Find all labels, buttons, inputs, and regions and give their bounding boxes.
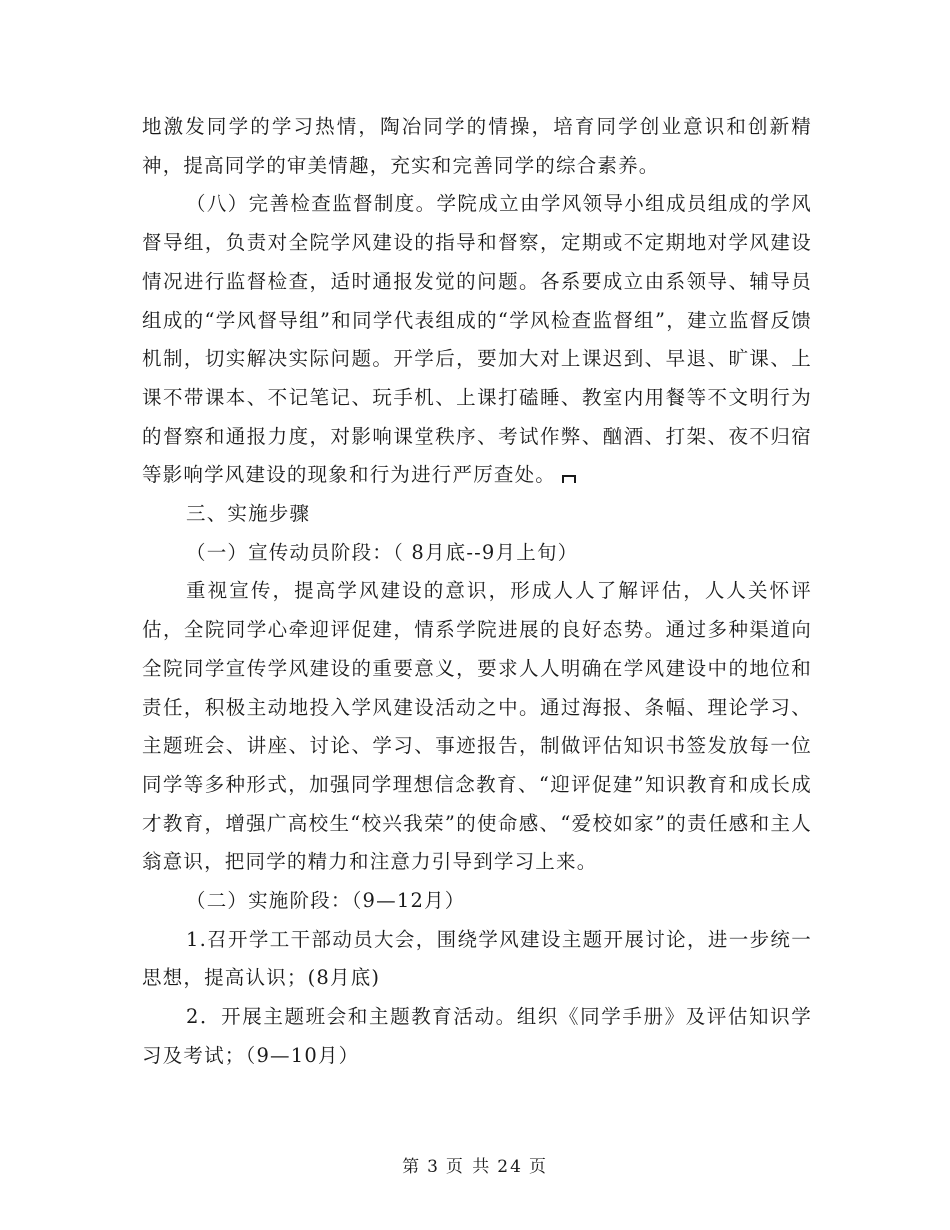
list-item-2: 2．开展主题班会和主题教育活动。组织《同学手册》及评估知识学习及考试；（9—10月） bbox=[142, 1005, 812, 1067]
paragraph-continuation: 地激发同学的学习热情，陶冶同学的情操，培育同学创业意识和创新精神，提高同学的审美情趣，充实和完善同学的综合素养。 bbox=[142, 115, 812, 177]
footer-prefix: 第 bbox=[402, 1157, 422, 1177]
footer-middle: 页 共 bbox=[445, 1157, 492, 1177]
footer-total-pages: 24 bbox=[497, 1157, 523, 1177]
page-footer bbox=[0, 1152, 950, 1177]
footer-page-number: 3 bbox=[427, 1157, 440, 1177]
paragraph-supervision bbox=[142, 185, 812, 495]
paragraph-mark-icon bbox=[562, 475, 576, 483]
subheading-implementation-stage: （二）实施阶段：（9—12月） bbox=[186, 889, 466, 913]
list-item-1: 1.召开学工干部动员大会，围绕学风建设主题开展讨论，进一步统一思想，提高认识；(8月底) bbox=[142, 927, 812, 990]
section-heading-steps: 三、实施步骤 bbox=[186, 502, 311, 526]
paragraph-publicity: 重视宣传，提高学风建设的意识，形成人人了解评估，人人关怀评估，全院同学心牵迎评促建，情系学院进展的良好态势。通过多种渠道向全院同学宣传学风建设的重要意义，要求人人明确在学风建设中的地位和责任，积极主动地投入学风建设活动之中。通过海报、条幅、理论学习、主题班会、讲座、讨论、学习、事迹报告，制做评估知识书签发放每一位同学等多种形式，加强同学理想信念教育、“迎评促建”知识教育和成长成才教育，增强广高校生“校兴我荣”的使命感、“爱校如家”的责任感和主人翁意识，把同学的精力和注意力引导到学习上来。 bbox=[142, 579, 812, 874]
subheading-publicity-stage: （一）宣传动员阶段：（ 8月底--9月上旬） bbox=[186, 540, 579, 564]
footer-suffix: 页 bbox=[528, 1157, 548, 1177]
paragraph-supervision-text: （八）完善检查监督制度。学院成立由学风领导小组成员组成的学风督导组，负责对全院学风建设的指导和督察，定期或不定期地对学风建设情况进行监督检查，适时通报发觉的问题。各系要成立由系领导、辅导员组成的“学风督导组”和同学代表组成的“学风检查监督组”，建立监督反馈机制，切实解决实际问题。开学后，要加大对上课迟到、早退、旷课、上课不带课本、不记笔记、玩手机、上课打磕睡、教室内用餐等不文明行为的督察和通报力度，对影响课堂秩序、考试作弊、酗酒、打架、夜不归宿等影响学风建设的现象和行为进行严厉查处。 bbox=[142, 192, 812, 487]
document-body bbox=[142, 108, 812, 1076]
